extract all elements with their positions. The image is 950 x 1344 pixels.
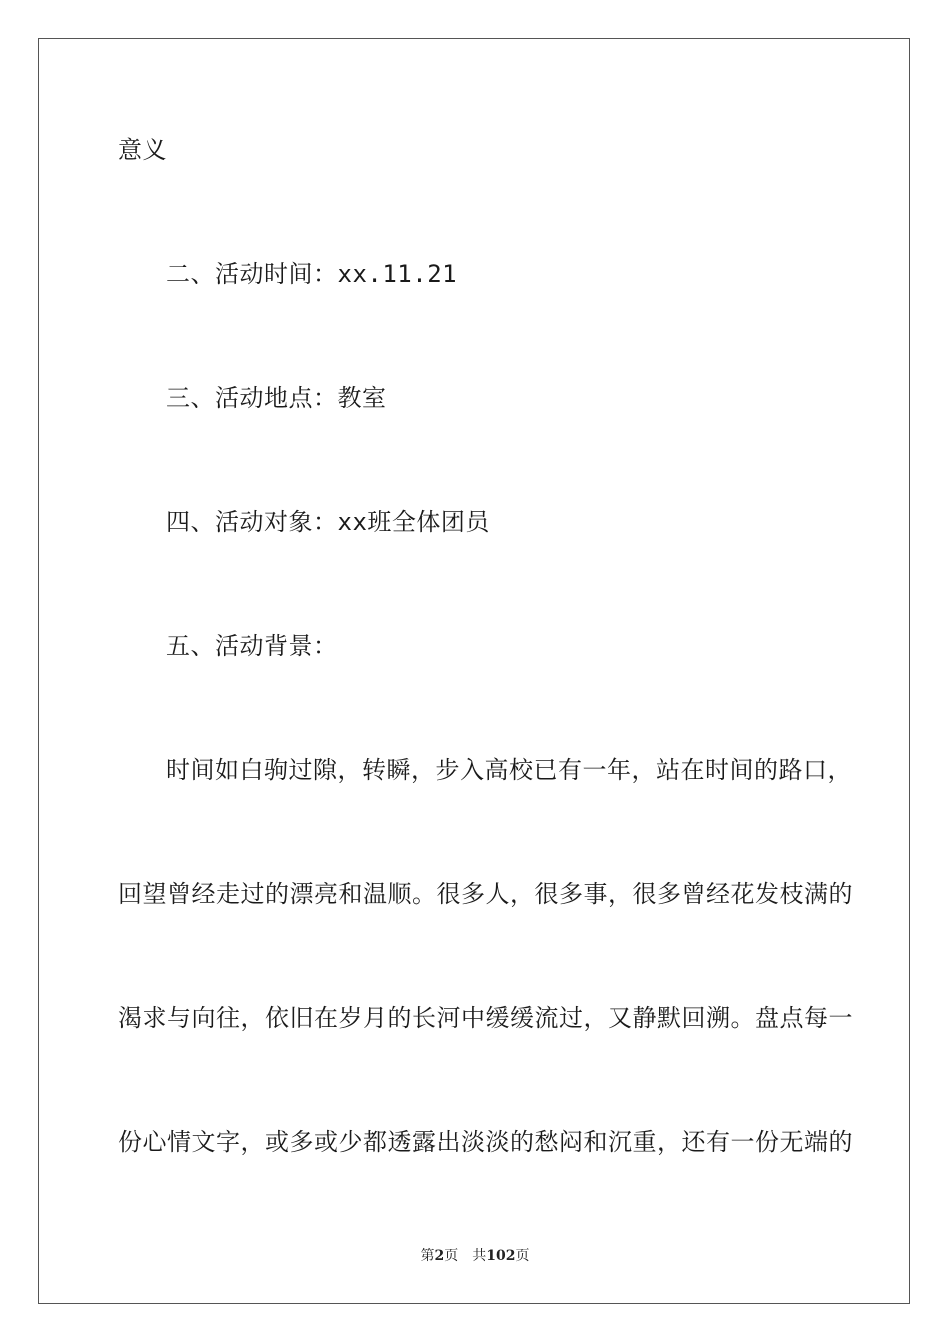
footer-page-suffix: 页 — [444, 1248, 459, 1264]
background-paragraph-line-4: 份心情文字，或多或少都透露出淡淡的愁闷和沉重，还有一份无端的 — [118, 1128, 853, 1156]
page-border — [38, 38, 910, 1304]
activity-target-line: 四、活动对象：xx班全体团员 — [166, 508, 490, 536]
text-line-continuation: 意义 — [118, 136, 167, 164]
background-paragraph-line-2: 回望曾经走过的漂亮和温顺。很多人，很多事，很多曾经花发枝满的 — [118, 880, 853, 908]
activity-background-heading: 五、活动背景： — [166, 632, 338, 660]
footer-total-prefix: 共 — [472, 1248, 487, 1264]
footer-total-pages: 102 — [486, 1248, 516, 1264]
footer-page-prefix: 第 — [420, 1248, 435, 1264]
footer-total-suffix: 页 — [515, 1248, 530, 1264]
activity-time-line: 二、活动时间：xx.11.21 — [166, 260, 458, 288]
footer-page-number: 2 — [434, 1248, 445, 1264]
background-paragraph-line-1: 时间如白驹过隙，转瞬，步入高校已有一年，站在时间的路口， — [166, 756, 852, 784]
background-paragraph-line-3: 渴求与向往，依旧在岁月的长河中缓缓流过，又静默回溯。盘点每一 — [118, 1004, 853, 1032]
activity-location-line: 三、活动地点：教室 — [166, 384, 387, 412]
page-footer — [0, 1246, 950, 1266]
